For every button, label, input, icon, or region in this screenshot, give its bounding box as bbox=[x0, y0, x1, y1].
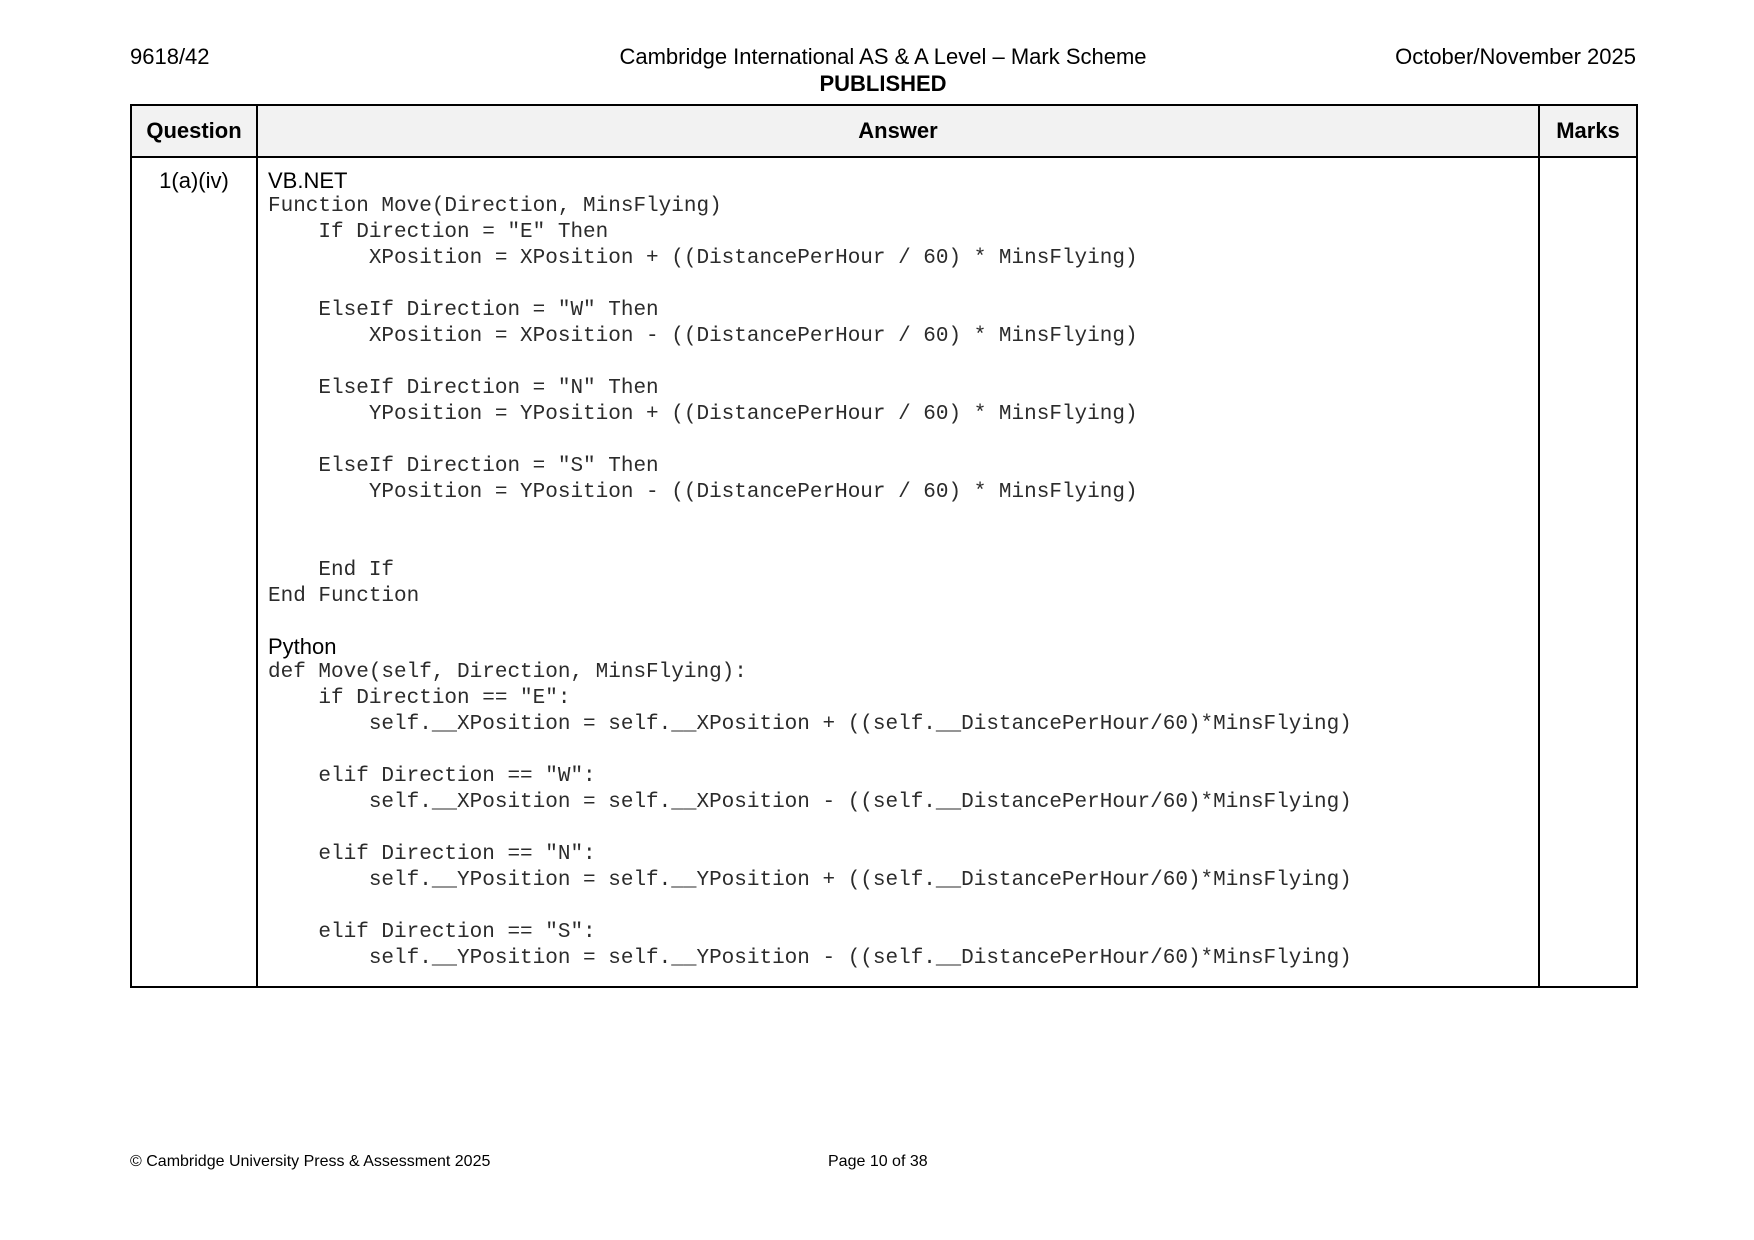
python-code-block: def Move(self, Direction, MinsFlying): if Direction == "E": self.__XPosition = self.__XPosition + ((self.__DistancePerHour/60)*MinsFlying) elif Direction == "W": self.__XPosition = self.__XPosition - ((self.__DistancePerHour/60)*MinsFlying) elif Direction == "N": self.__YPosition = self.__YPosition + ((self.__DistancePerHour/60)*MinsFlying) elif Direction == "S": self.__YPosition = self.__YPosition - ((self.__DistancePerHour/60)*MinsFlying) bbox=[268, 661, 1352, 970]
copyright-notice: © Cambridge University Press & Assessment 2025 bbox=[130, 1153, 491, 1170]
table-header-row bbox=[131, 105, 1637, 157]
exam-session: October/November 2025 bbox=[1395, 44, 1636, 69]
vbnet-code-block: Function Move(Direction, MinsFlying) If Direction = "E" Then XPosition = XPosition + ((DistancePerHour / 60) * MinsFlying) ElseIf Direction = "W" Then XPosition = XPosition - ((DistancePerHour / 60) * MinsFlying) ElseIf Direction = "N" Then YPosition = YPosition + ((DistancePerHour / 60) * MinsFlying) ElseIf Direction = "S" Then YPosition = YPosition - ((DistancePerHour / 60) * MinsFlying) End If End Function bbox=[268, 195, 1138, 608]
marks-column-header: Marks bbox=[1539, 105, 1637, 157]
mark-scheme-table bbox=[130, 104, 1638, 988]
answer-column-header: Answer bbox=[257, 105, 1539, 157]
question-number: 1(a)(iv) bbox=[131, 157, 257, 987]
published-label: PUBLISHED bbox=[819, 71, 947, 96]
table-row bbox=[131, 157, 1637, 987]
answer-cell bbox=[257, 157, 1539, 987]
vbnet-label: VB.NET bbox=[268, 168, 348, 193]
document-title: Cambridge International AS & A Level – Mark Scheme bbox=[619, 44, 1147, 69]
marks-cell bbox=[1539, 157, 1637, 987]
question-column-header: Question bbox=[131, 105, 257, 157]
page-number: Page 10 of 38 bbox=[828, 1153, 928, 1170]
python-label: Python bbox=[268, 634, 337, 659]
paper-code: 9618/42 bbox=[130, 44, 210, 69]
